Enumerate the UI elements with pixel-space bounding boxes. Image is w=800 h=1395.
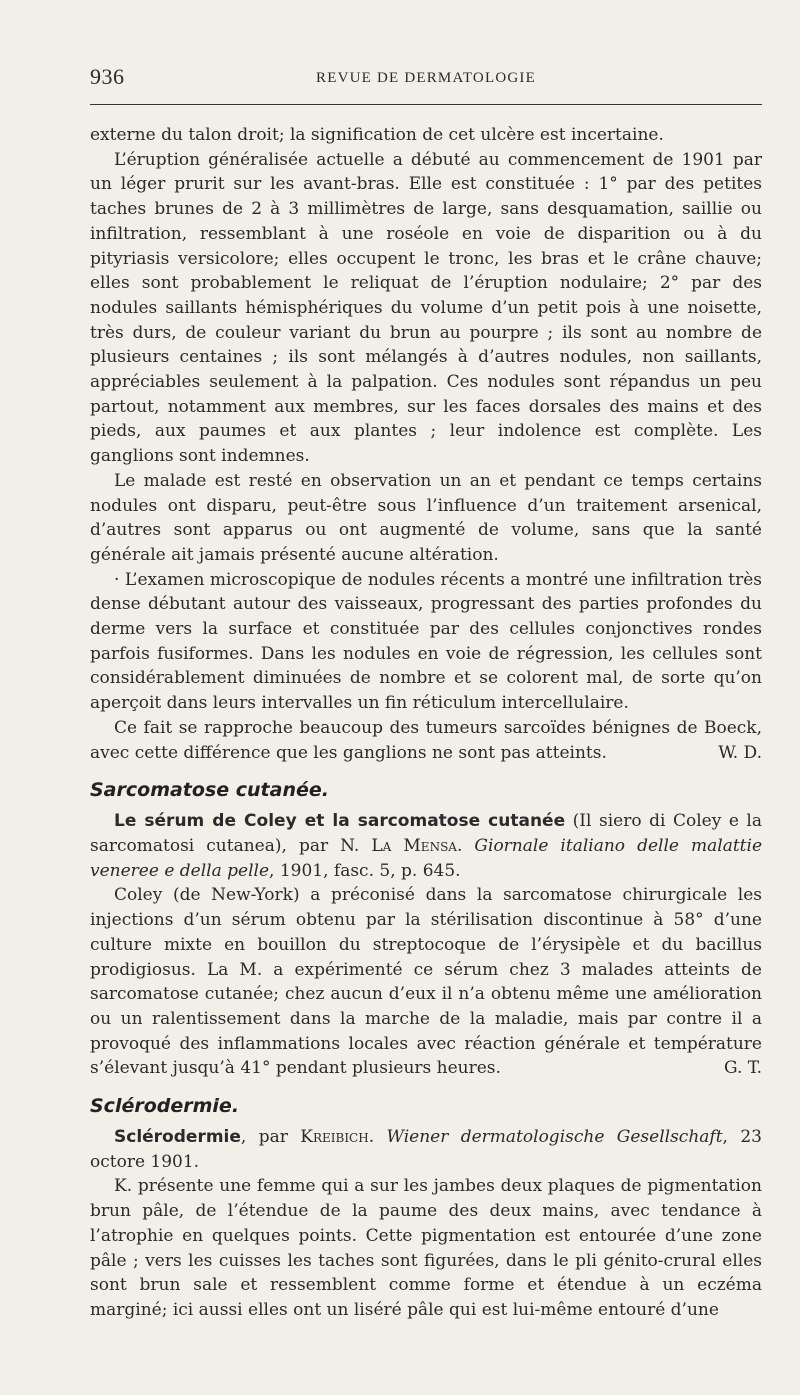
running-title: REVUE DE DERMATOLOGIE — [316, 70, 536, 86]
author-name: La Mensa — [371, 835, 457, 856]
journal-name: Giornale italiano delle malattie veneree e della pelle — [90, 835, 762, 881]
header-rule — [90, 104, 762, 105]
paragraph-with-signature — [90, 716, 762, 765]
section-heading: Sarcomatose cutanée. — [90, 779, 329, 802]
citation-entry: Sclérodermie, par Kreibich. Wiener dermatologische Gesellschaft, 23 octore 1901. — [90, 1127, 762, 1172]
journal-name: Wiener dermatologische Gesellschaft — [386, 1127, 723, 1148]
entry-text: , par — [240, 1127, 301, 1148]
page-body — [90, 123, 762, 1323]
paragraph: · L’examen microscopique de nodules récents a montré une infiltration très dense débutant autour des vaisseaux, progressant des parties profondes du derme vers la surface et constituée par des cellules conjonctives rondes parfois fusiformes. Dans les nodules en voie de régression, les cellules sont considérablement diminuées de nombre et se colorent mal, de sorte qu’on aperçoit dans leurs intervalles un fin réticulum intercellulaire. — [90, 569, 762, 714]
entry-title: Sclérodermie — [114, 1127, 241, 1148]
citation-entry: Le sérum de Coley et la sarcomatose cutanée (Il siero di Coley e la sarcomatosi cutanea), par N. La Mensa. Giornale italiano delle malattie veneree e della pelle, 1901, fasc. 5, p. 645. — [90, 811, 762, 881]
paragraph: L’éruption généralisée actuelle a débuté au commencement de 1901 par un léger prurit sur les avant-bras. Elle est constituée : 1° par des petites taches brunes de 2 à 3 millimètres de large, sans desquamation, saillie ou infiltration, ressemblant à une roséole en voie de disparition ou à du pityriasis versicolore; elles occupent le tronc, les bras et le crâne chauve; elles sont probablement le reliquat de l’éruption nodulaire; 2° par des nodules saillants hémisphériques du volume d’un petit pois à une noisette, très durs, de couleur variant du brun au pourpre ; ils sont au nombre de plusieurs centaines ; ils sont mélangés à d’autres nodules, non saillants, appréciables seulement à la palpation. Ces nodules sont répandus un peu partout, notamment aux membres, sur les faces dorsales des mains et des pieds, aux paumes et aux plantes ; leur indolence est complète. Les ganglions sont indemnes. — [90, 149, 762, 467]
paragraph: K. présente une femme qui a sur les jambes deux plaques de pigmentation brun pâle, de l’étendue de la paume des deux mains, avec tendance à l’atrophie en quelques points. Cette pigmentation est entourée d’une zone pâle ; vers les cuisses les taches sont figurées, dans le pli génito-crural elles sont brun sale et ressemblent comme forme et étendue à un eczéma marginé; ici aussi elles ont un liséré pâle qui est lui-même entouré d’une — [90, 1176, 762, 1320]
paragraph: externe du talon droit; la signification de cet ulcère est incertaine. — [90, 125, 664, 145]
entry-text: (Il siero di Coley e la sarcomatosi cutanea), par N. — [90, 811, 762, 856]
page-number: 936 — [90, 64, 125, 89]
page-header — [90, 64, 762, 96]
citation-tail: , 1901, fasc. 5, p. 645. — [269, 860, 461, 881]
section-heading: Sclérodermie. — [90, 1095, 240, 1118]
citation-tail: , 23 octore 1901. — [90, 1127, 762, 1172]
paragraph-text: Coley (de New-York) a préconisé dans la sarcomatose chirurgicale les injections d’un sérum obtenu par la stérilisation discontinue à 58° d’une culture mixte en bouillon du streptocoque de l’érysipèle et du bacillus prodigiosus. La M. a expérimenté ce sérum chez 3 malades atteints de sarcomatose cutanée; chez aucun d’eux il n’a obtenu même une amélioration ou un ralentissement dans la marche de la maladie, mais par contre il a provoqué des inflammations locales avec réaction générale et température s’élevant jusqu’à 41° pendant plusieurs heures. — [90, 885, 762, 1079]
author-signature: W. D. — [718, 742, 762, 763]
author-signature: G. T. — [723, 1058, 762, 1079]
author-name: Kreibich — [300, 1127, 369, 1148]
paragraph: Le malade est resté en observation un an et pendant ce temps certains nodules ont disparu, peut-être sous l’influence d’un traitement arsenical, d’autres sont apparus ou ont augmenté de volume, sans que la santé générale ait jamais présenté aucune altération. — [90, 470, 762, 565]
paragraph-text: Ce fait se rapproche beaucoup des tumeurs sarcoïdes bénignes de Boeck, avec cette différence que les ganglions ne sont pas atteints. — [90, 717, 762, 763]
entry-title: Le sérum de Coley et la sarcomatose cutanée — [114, 811, 566, 832]
paragraph-with-signature — [90, 883, 762, 1081]
